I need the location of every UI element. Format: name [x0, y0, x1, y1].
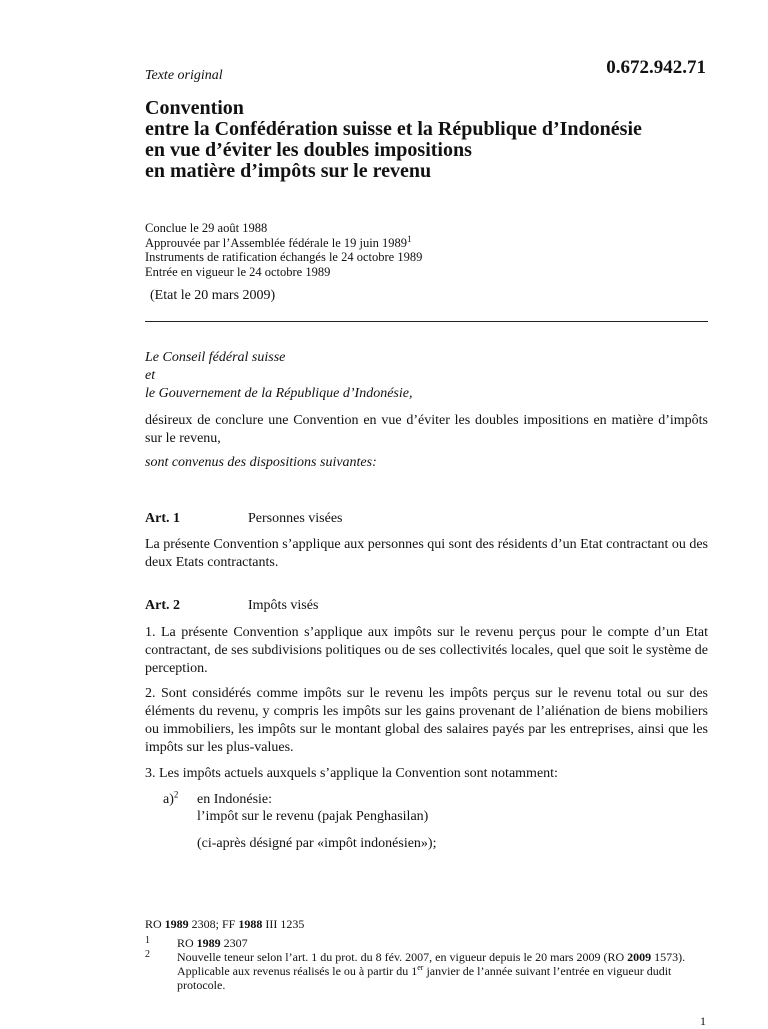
title-line-2: entre la Confédération suisse et la République d’Indonésie [145, 118, 642, 140]
footnote-1-marker: 1 [145, 935, 150, 946]
article-2-paragraph-3: 3. Les impôts actuels auxquels s’applique la Convention sont notamment: [145, 766, 558, 781]
article-1-title: Personnes visées [248, 511, 343, 526]
preamble-sont-convenus: sont convenus des dispositions suivantes: [145, 455, 377, 470]
preamble-line-1: Le Conseil fédéral suisse [145, 350, 286, 365]
article-2-paragraph-2: 2. Sont considérés comme impôts sur le revenu les impôts perçus sur le revenu total ou sur des éléments du revenu, y compris les impôts sur les gains provenant de l’aliénation de biens mobiliers ou immobiliers, les impôts sur le montant global des salaires payés par les entreprises, ainsi que les impôts sur les plus-values. [145, 686, 708, 755]
article-1-number: Art. 1 [145, 511, 180, 526]
document-title [145, 98, 725, 182]
item-a-line-1: en Indonésie: [197, 792, 273, 807]
article-2-heading [145, 598, 318, 614]
section-divider [145, 321, 708, 322]
article-1-text: La présente Convention s’applique aux personnes qui sont des résidents d’un Etat contractant ou des deux Etats contractants. [145, 537, 708, 570]
article-2-item-a [163, 789, 273, 808]
meta-entree: Entrée en vigueur le 24 octobre 1989 [145, 264, 331, 279]
item-a-line-3: (ci-après désigné par «impôt indonésien»); [197, 836, 437, 851]
article-2-paragraph-1: 1. La présente Convention s’applique aux impôts sur le revenu perçus pour le compte d’un Etat contractant, de ses subdivisions politiques ou de ses collectivités locales, quel que soit le système de perception. [145, 625, 708, 676]
document-metadata [145, 221, 422, 279]
meta-approuvee: Approuvée par l’Assemblée fédérale le 19 juin 1989$^1$ [145, 233, 412, 250]
footnote-2-marker: 2 [145, 949, 150, 960]
meta-conclue: Conclue le 29 août 1988 [145, 221, 268, 235]
article-2-number: Art. 2 [145, 598, 180, 613]
title-line-4: en matière d’impôts sur le revenu [145, 160, 432, 182]
document-origin-label: Texte original [145, 68, 223, 83]
article-2-title: Impôts visés [248, 598, 319, 613]
item-a-line-2: l’impôt sur le revenu (pajak Penghasilan) [197, 809, 429, 824]
meta-etat: (Etat le 20 mars 2009) [150, 288, 276, 303]
title-line-1: Convention [145, 97, 244, 119]
source-reference: RO 1989 2308; FF 1988 III 1235 [145, 917, 305, 931]
preamble-line-3: le Gouvernement de la République d’Indonésie, [145, 386, 413, 401]
item-a-label: a)$^2$ [163, 789, 179, 807]
preamble-line-2: et [145, 368, 156, 383]
footnote-1-text: RO 1989 2307 [177, 936, 248, 950]
meta-instruments: Instruments de ratification échangés le 24 octobre 1989 [145, 250, 423, 264]
document-number: 0.672.942.71 [606, 57, 706, 78]
page-number: 1 [700, 1014, 706, 1028]
footnote-2-text: Nouvelle teneur selon l’art. 1 du prot. du 8 fév. 2007, en vigueur depuis le 20 mars 2009 (RO 2009 1573). Applicable aux revenus réalisés le ou à partir du 1er janvier de l’année suivant l’entrée en vigueur dudit protocole. [177, 950, 686, 992]
preamble-parties [145, 349, 708, 403]
article-1-heading [145, 511, 343, 527]
footnote-ref-2[interactable]: 2 [173, 789, 179, 800]
title-line-3: en vue d’éviter les doubles impositions [145, 139, 472, 161]
preamble-desireux: désireux de conclure une Convention en vue d’éviter les doubles impositions en matière d’impôts sur le revenu, [145, 413, 708, 446]
footnote-ref-1[interactable]: 1 [407, 233, 412, 244]
